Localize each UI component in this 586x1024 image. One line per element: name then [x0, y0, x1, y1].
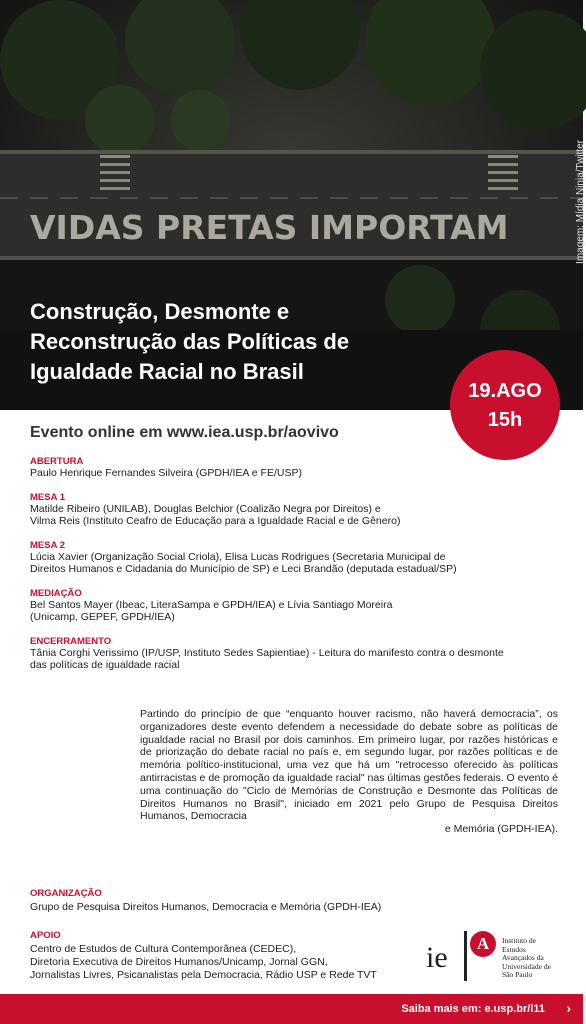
logo-institution-name: [502, 937, 551, 980]
section-abertura: [30, 456, 550, 480]
street-painted-text: VIDAS PRETAS IMPORTAM: [30, 208, 509, 247]
online-event-link[interactable]: Evento online em www.iea.usp.br/aovivo: [30, 424, 339, 441]
footer-bar[interactable]: [0, 994, 583, 1024]
section-label: ENCERRAMENTO: [30, 635, 112, 647]
logo-text-line: Universidade de: [502, 961, 551, 971]
event-description: [140, 708, 558, 836]
section-line: Tânia Corghi Verissimo (IP/USP, Instituto Sedes Sapientiae) - Leitura do manifesto contra o desmonte: [30, 646, 504, 659]
section-line: Direitos Humanos e Cidadania do Município de SP) e Leci Brandão (deputada estadual/SP): [30, 563, 457, 575]
title-line: Igualdade Racial no Brasil: [30, 359, 304, 384]
program-sections: [30, 456, 550, 684]
section-line: Centro de Estudos de Cultura Contemporânea (CEDEC),: [30, 943, 297, 955]
apoio-section: [30, 930, 410, 982]
section-mesa-2: [30, 540, 550, 576]
section-label: ORGANIZAÇÃO: [30, 888, 102, 899]
section-line: Grupo de Pesquisa Direitos Humanos, Democracia e Memória (GPDH-IEA): [30, 901, 382, 913]
section-line: Matilde Ribeiro (UNILAB), Douglas Belchior (Coalizão Negra por Direitos) e: [30, 502, 381, 515]
section-line: Vilma Reis (Instituto Ceafro de Educação para a Igualdade Racial e de Gênero): [30, 515, 401, 527]
chevron-right-icon[interactable]: ›: [566, 1000, 571, 1016]
section-label: MESA 1: [30, 491, 66, 503]
section-encerramento: [30, 636, 550, 672]
logo-a-icon: A: [470, 931, 496, 957]
section-line: Lúcia Xavier (Organização Social Criola), Elisa Lucas Rodrigues (Secretaria Municipal de: [30, 550, 446, 563]
event-time: 15h: [487, 409, 523, 431]
iea-usp-logo: [426, 929, 576, 987]
section-label: MESA 2: [30, 539, 66, 551]
event-title: [30, 297, 420, 387]
title-line: Reconstrução das Políticas de: [30, 329, 350, 354]
section-label: ABERTURA: [30, 456, 84, 467]
date-badge: [450, 350, 560, 460]
title-line: Construção, Desmonte e: [30, 299, 290, 324]
description-last-line: e Memória (GPDH-IEA).: [444, 823, 558, 836]
more-info-link[interactable]: Saiba mais em: e.usp.br/l11: [401, 1003, 545, 1015]
logo-bracket: [464, 931, 467, 981]
section-label: MEDIAÇÃO: [30, 587, 82, 599]
photo-credit: Imagem: Mídia Ninja/Twitter: [575, 140, 586, 264]
logo-text-line: Avançados da: [502, 953, 544, 962]
logo-ie-mark: ie: [426, 941, 448, 974]
logo-text-line: Estudos: [502, 944, 526, 954]
logo-text-line: São Paulo: [502, 970, 533, 979]
section-line: Paulo Henrique Fernandes Silveira (GPDH/IEA e FE/USP): [30, 467, 302, 479]
section-line: Bel Santos Mayer (Ibeac, LiteraSampa e GPDH/IEA) e Lívia Santiago Moreira: [30, 598, 393, 611]
description-body: Partindo do princípio de que “enquanto houver racismo, não haverá democracia”, os organizadores deste evento defendem a necessidade do debate sobre as políticas de igualdade racial no Brasil por dois caminhos. Em primeiro lugar, por razões históricas e de priorização do debate racial no país e, em segundo lugar, por razões políticas e de memória político-institucional, uma vez que há um "retrocesso oferecido às políticas antirracistas e de promoção da igualdade racial" nas últimas gestões federais. O evento é uma continuação do "Ciclo de Memórias de Construção e Desmonte das Políticas de Direitos Humanos no Brasil", iniciado em 2021 pelo Grupo de Pesquisa Direitos Humanos, Democracia: [140, 708, 558, 823]
section-line: das políticas de igualdade racial: [30, 659, 180, 671]
section-mediacao: [30, 588, 550, 624]
event-date: 19.AGO: [468, 380, 542, 402]
section-line: Diretoria Executiva de Direitos Humanos/Unicamp, Jornal GGN,: [30, 956, 328, 968]
logo-text-line: Instituto de: [502, 936, 536, 945]
section-line: (Unicamp, GEPEF, GPDH/IEA): [30, 611, 175, 623]
section-line: Jornalistas Livres, Psicanalistas pela Democracia, Rádio USP e Rede TVT: [30, 969, 377, 981]
section-label: APOIO: [30, 930, 61, 941]
section-mesa-1: [30, 492, 550, 528]
hero-image: [0, 0, 586, 410]
organizacao-section: [30, 888, 410, 914]
